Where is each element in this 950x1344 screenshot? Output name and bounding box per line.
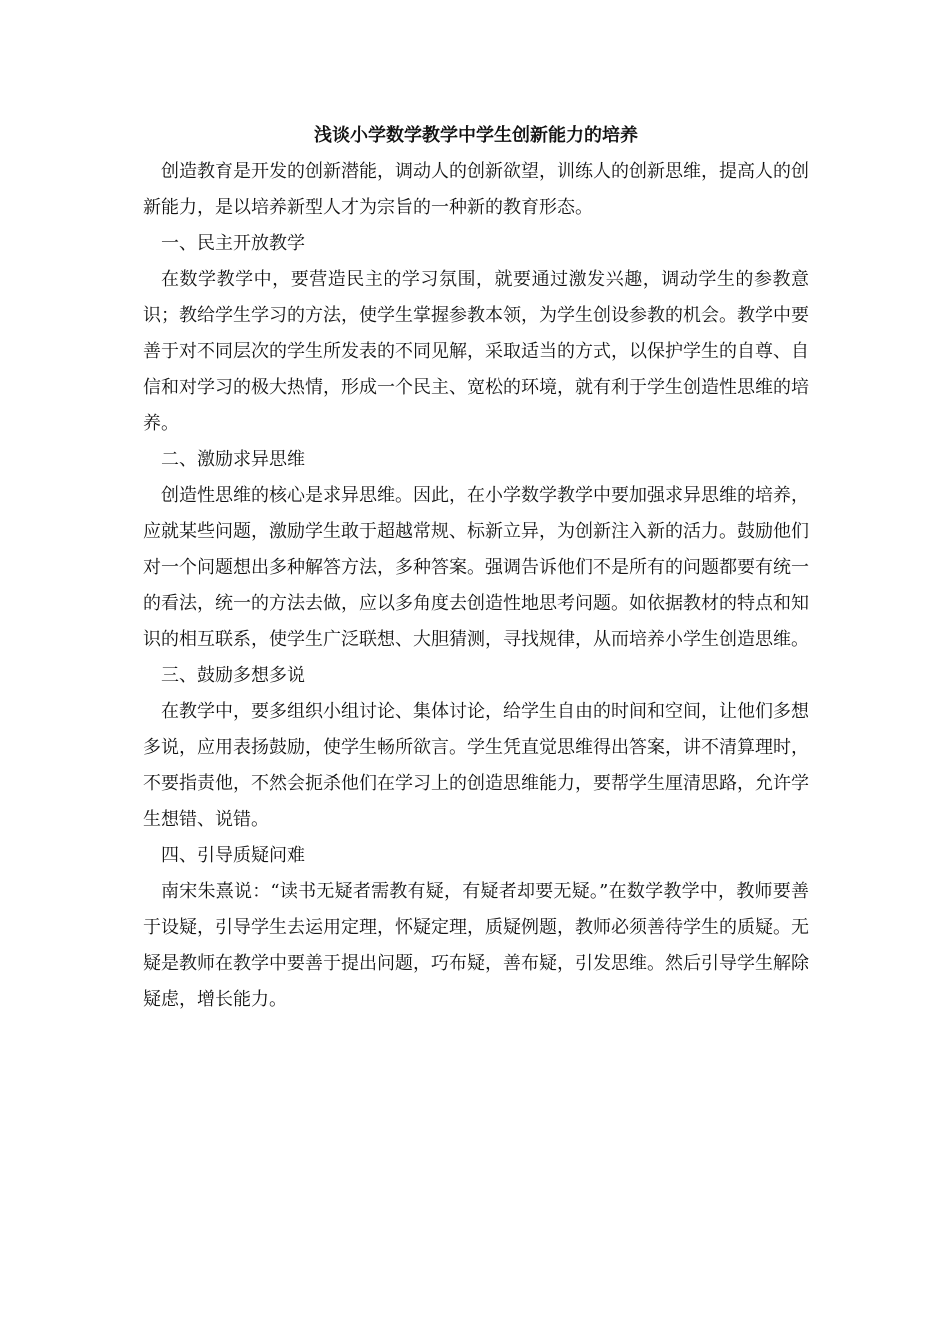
section-4-heading: 四、引导质疑问难 [161,845,305,866]
section-1-paragraph: 在数学教学中，要营造民主的学习氛围，就要通过激发兴趣，调动学生的参教意识；教给学生学习的方法，使学生掌握参教本领，为学生创设参教的机会。教学中要善于对不同层次的学生所发表的不同见解，采取适当的方式，以保护学生的自尊、自信和对学习的极大热情，形成一个民主、宽松的环境，就有利于学生创造性思维的培养。 [143,269,809,434]
section-2-paragraph: 创造性思维的核心是求异思维。因此，在小学数学教学中要加强求异思维的培养，应就某些问题，激励学生敢于超越常规、标新立异，为创新注入新的活力。鼓励他们对一个问题想出多种解答方法，多种答案。强调告诉他们不是所有的问题都要有统一的看法，统一的方法去做，应以多角度去创造性地思考问题。如依据教材的特点和知识的相互联系，使学生广泛联想、大胆猜测，寻找规律，从而培养小学生创造思维。 [143,485,809,650]
document-body [143,118,809,1018]
section-3-paragraph: 在教学中，要多组织小组讨论、集体讨论，给学生自由的时间和空间，让他们多想多说，应用表扬鼓励，使学生畅所欲言。学生凭直觉思维得出答案，讲不清算理时，不要指责他，不然会扼杀他们在学习上的创造思维能力，要帮学生厘清思路，允许学生想错、说错。 [143,701,809,830]
section-4-paragraph: 南宋朱熹说：“读书无疑者需教有疑，有疑者却要无疑。”在数学教学中，教师要善于设疑，引导学生去运用定理，怀疑定理，质疑例题，教师必须善待学生的质疑。无疑是教师在教学中要善于提出问题，巧布疑，善布疑，引发思维。然后引导学生解除疑虑，增长能力。 [143,881,809,1010]
section-3-heading: 三、鼓励多想多说 [161,665,305,686]
document-title: 浅谈小学数学教学中学生创新能力的培养 [314,125,638,146]
section-1-heading: 一、民主开放教学 [161,233,305,254]
intro-paragraph: 创造教育是开发的创新潜能，调动人的创新欲望，训练人的创新思维，提高人的创新能力，是以培养新型人才为宗旨的一种新的教育形态。 [143,161,809,218]
section-2-heading: 二、激励求异思维 [161,449,305,470]
